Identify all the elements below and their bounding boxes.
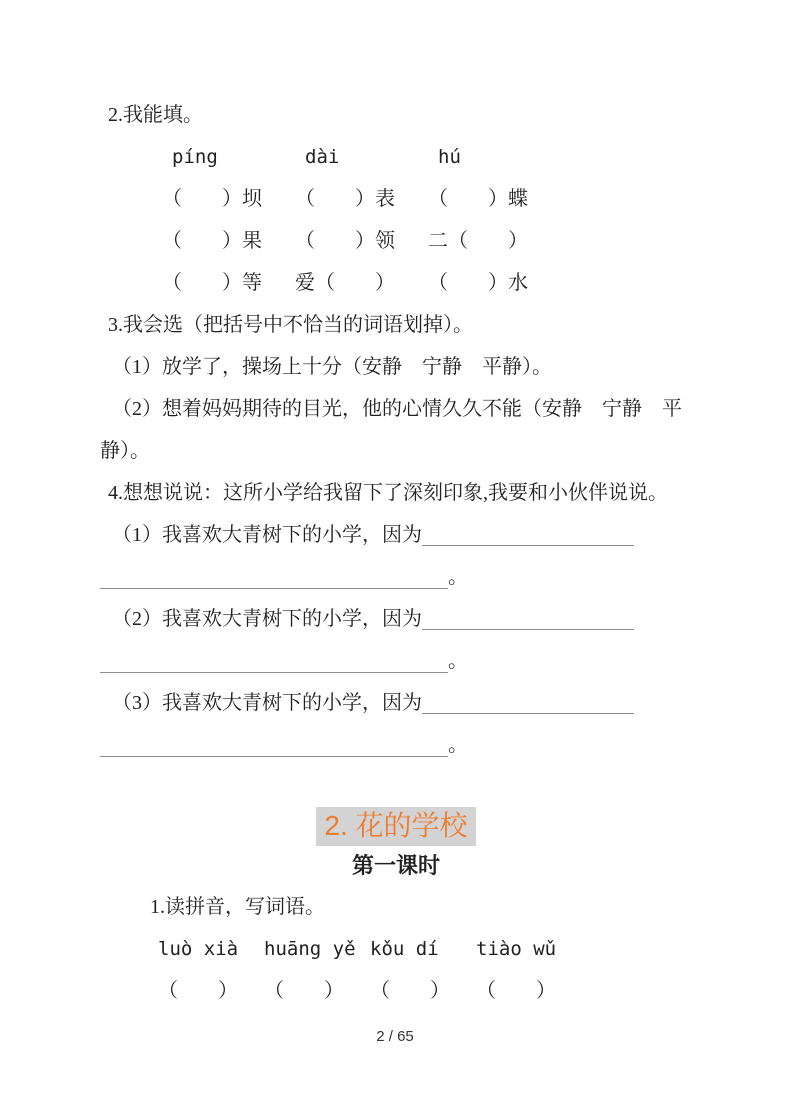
pinyin-hint: píng [172,146,218,168]
q3-item-1: （1）放学了，操场上十分（安静 宁静 平静）。 [112,356,552,378]
fill-cell: （ ）水 [428,272,528,294]
answer-blank [422,514,634,546]
pinyin-hint: dài [305,146,340,168]
q2-title: 2.我能填。 [108,104,203,126]
pinyin-word: luò xià [158,938,239,960]
answer-bracket: （ ） [476,980,556,1002]
q2-fill-row [162,178,692,220]
answer-bracket: （ ） [158,980,238,1002]
answer-blank [100,640,448,673]
q4-item-1-continuation [100,556,692,598]
answer-blank [422,682,634,714]
q3-item-2-line-1: （2）想着妈妈期待的目光，他的心情久久不能（安静 宁静 平 [112,398,682,420]
period: 。 [448,734,468,756]
fill-cell: （ ）表 [295,188,395,210]
worksheet-content [100,94,692,1012]
q4-item-3 [100,682,634,724]
fill-cell: （ ）领 [295,230,395,252]
q4-item-2 [100,598,634,640]
period: 。 [448,650,468,672]
q4-item-text: （2）我喜欢大青树下的小学，因为 [112,608,422,630]
fill-cell: 二（ ） [428,230,528,252]
period: 。 [448,566,468,588]
q3-item-2-line-2: 静）。 [100,440,150,462]
fill-cell: （ ）蝶 [428,188,528,210]
q2-fill-row [162,220,692,262]
chapter-heading [100,806,692,846]
q4-title: 4.想想说说：这所小学给我留下了深刻印象,我要和小伙伴说说。 [108,482,668,504]
q2-pinyin-row [162,136,692,178]
answer-bracket: （ ） [264,980,344,1002]
fill-cell: （ ）等 [162,272,262,294]
fill-cell: （ ）果 [162,230,262,252]
pinyin-word: kǒu dí [370,938,439,960]
fill-cell: 爱（ ） [295,272,395,294]
pinyin-word: tiào wǔ [476,938,557,960]
q4-item-2-continuation [100,640,692,682]
answer-blank [100,724,448,757]
fill-cell: （ ）坝 [162,188,262,210]
q1-pinyin-row [158,928,692,970]
pinyin-word: huāng yě [264,938,356,960]
q4-item-3-continuation [100,724,692,766]
answer-bracket: （ ） [370,980,450,1002]
answer-blank [422,598,634,630]
chapter-title: 2. 花的学校 [316,807,475,846]
page-number: 2 / 65 [376,1028,414,1045]
pinyin-hint: hú [438,146,461,168]
q4-item-text: （3）我喜欢大青树下的小学，因为 [112,692,422,714]
q1-answer-row [158,970,692,1012]
q3-title: 3.我会选（把括号中不恰当的词语划掉）。 [108,314,473,336]
q4-item-1 [100,514,634,556]
q4-item-text: （1）我喜欢大青树下的小学，因为 [112,524,422,546]
q2-fill-row [162,262,692,304]
q1-title: 1.读拼音，写词语。 [150,896,325,918]
session-title: 第一课时 [351,853,440,878]
answer-blank [100,556,448,589]
